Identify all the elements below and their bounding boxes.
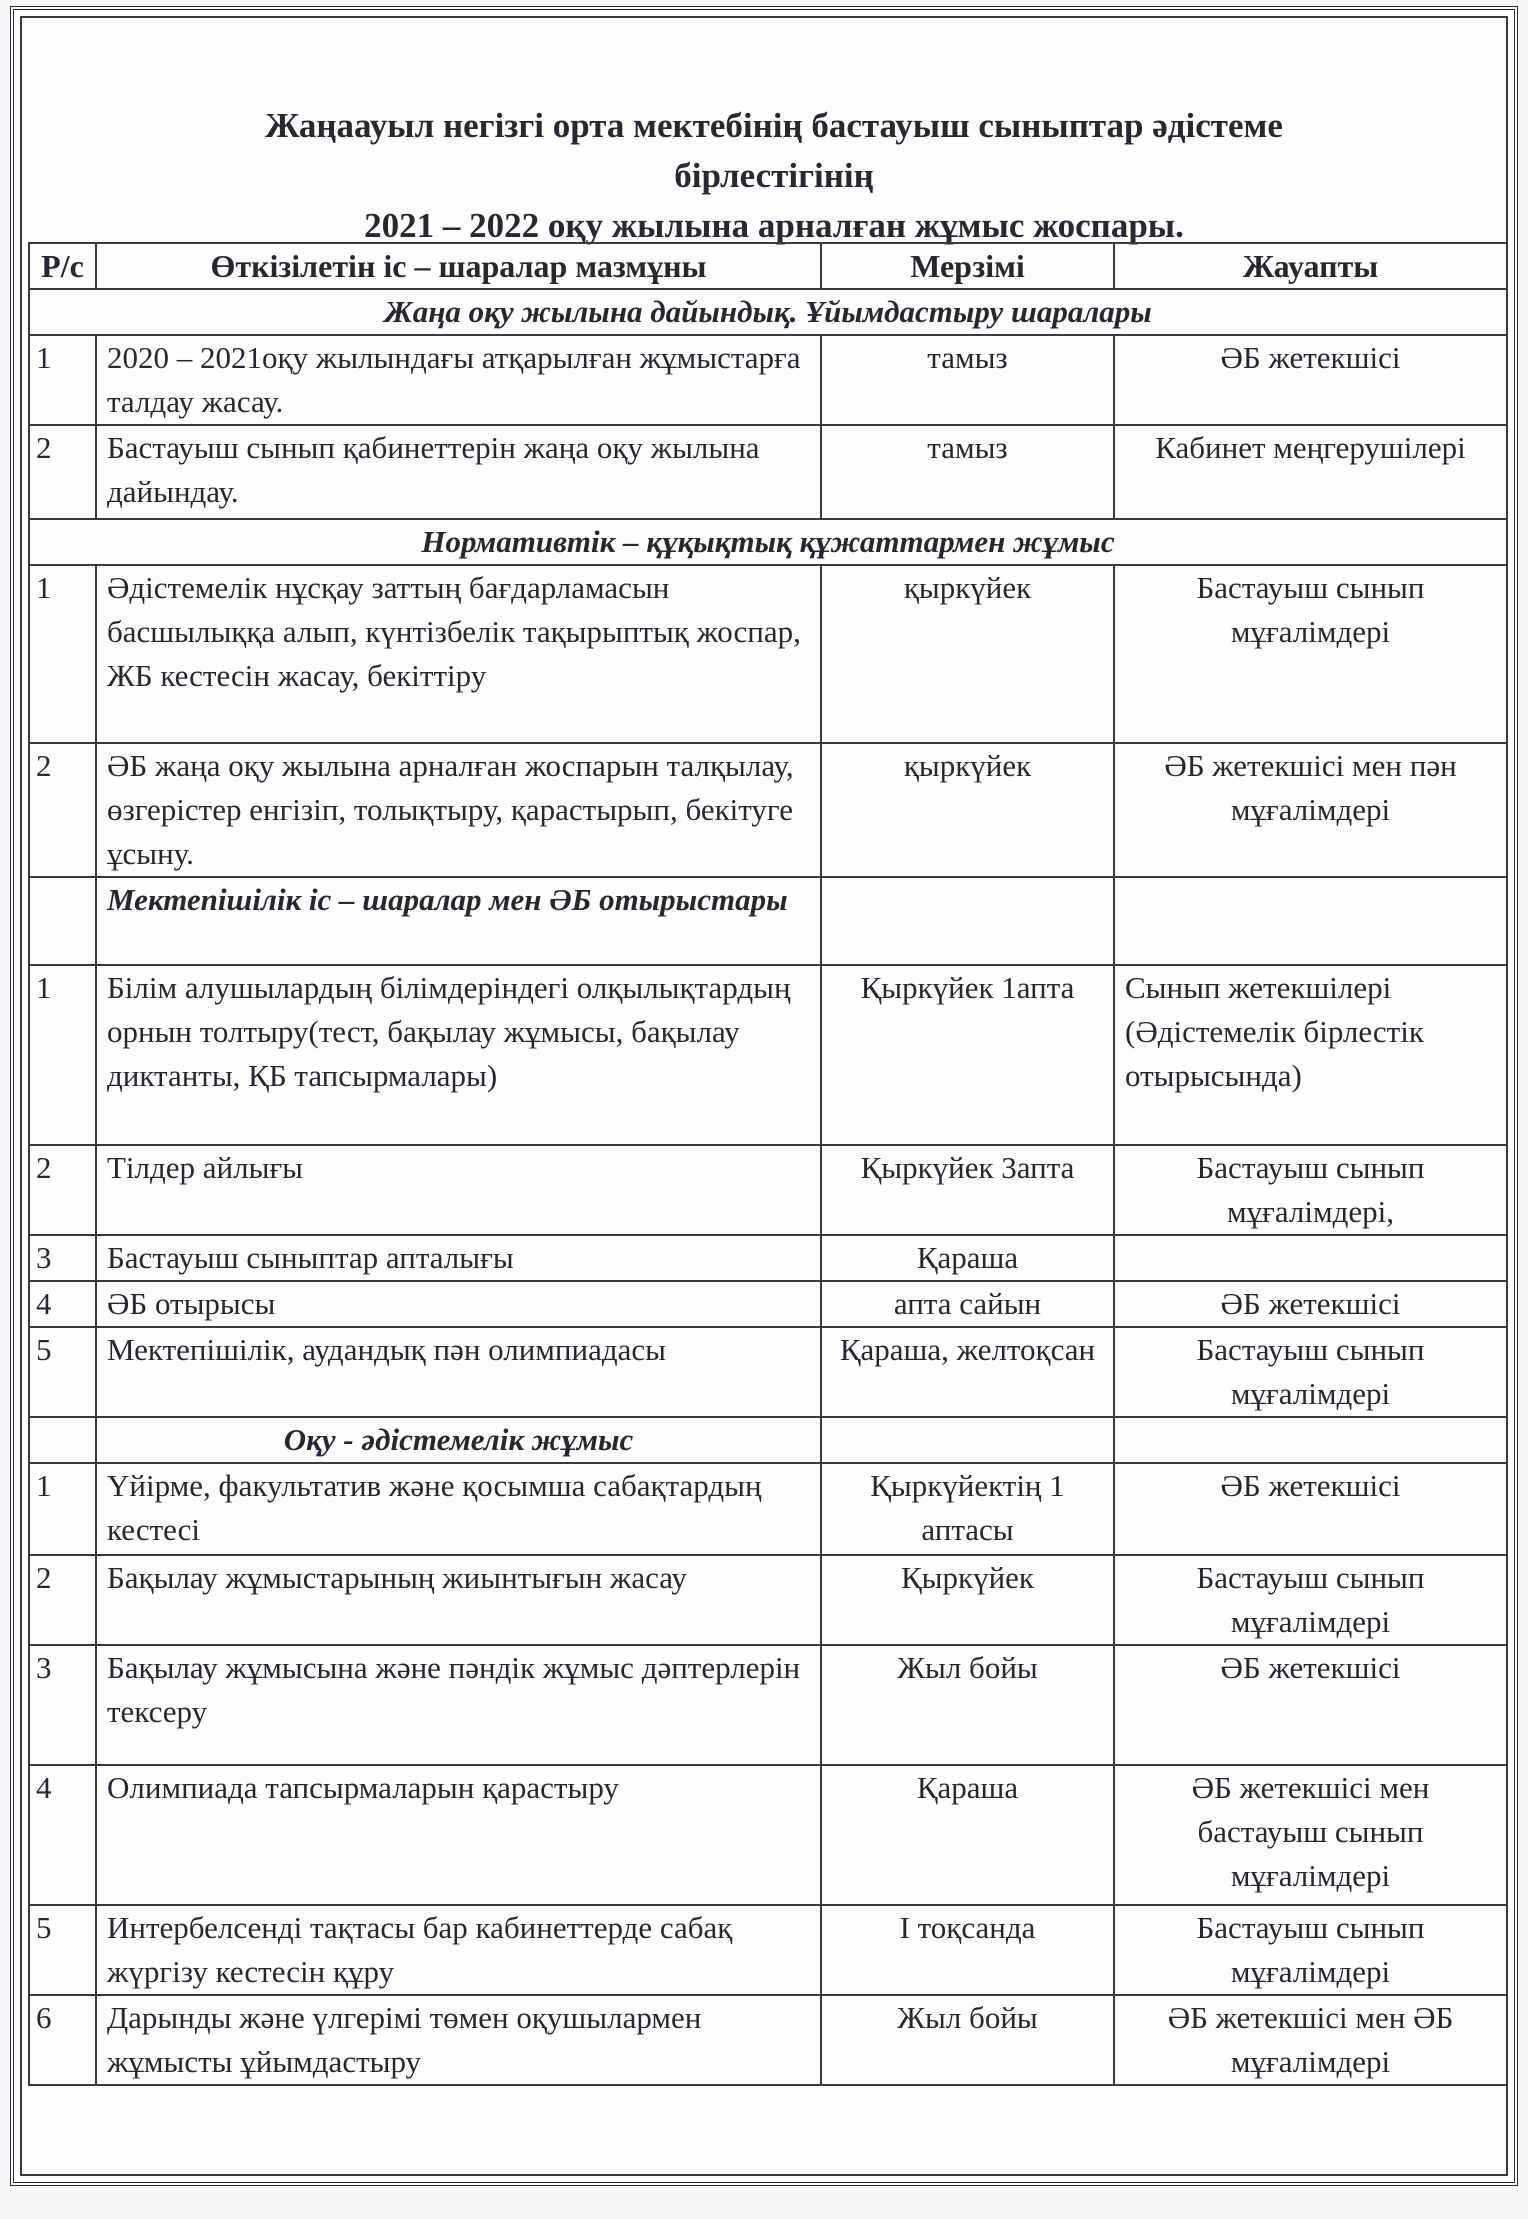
table-row: [29, 743, 1507, 877]
row-responsible: ӘБ жетекшісі: [1114, 1463, 1507, 1555]
row-number: 1: [29, 965, 96, 1145]
row-content: Бақылау жұмыстарының жиынтығын жасау: [96, 1555, 821, 1645]
section-number-cell: [29, 877, 96, 965]
row-responsible: Кабинет меңгерушілері: [1114, 425, 1507, 519]
table-row: [29, 1645, 1507, 1765]
document-page: [10, 6, 1518, 2186]
section-title: Нормативтік – құқықтық құжаттармен жұмыс: [29, 519, 1507, 565]
row-content: Білім алушылардың білімдеріндегі олқылықтардың орнын толтыру(тест, бақылау жұмысы, бақылау диктанты, ҚБ тапсырмалары): [96, 965, 821, 1145]
row-content: Олимпиада тапсырмаларын қарастыру: [96, 1765, 821, 1905]
row-date: тамыз: [821, 425, 1114, 519]
row-responsible: Сынып жетекшілері (Әдістемелік бірлестік отырысында): [1114, 965, 1507, 1145]
row-date: Қыркүйек 3апта: [821, 1145, 1114, 1235]
row-content: Дарынды және үлгерімі төмен оқушылармен жұмысты ұйымдастыру: [96, 1995, 821, 2085]
table-row: [29, 1765, 1507, 1905]
row-content: Интербелсенді тақтасы бар кабинеттерде сабақ жүргізу кестесін құру: [96, 1905, 821, 1995]
table-row: [29, 1327, 1507, 1417]
table-row: [29, 425, 1507, 519]
row-number: 2: [29, 1145, 96, 1235]
row-content: ӘБ отырысы: [96, 1281, 821, 1327]
row-date: қыркүйек: [821, 565, 1114, 743]
row-responsible: ӘБ жетекшісі: [1114, 1281, 1507, 1327]
row-number: 1: [29, 335, 96, 425]
row-number: 3: [29, 1645, 96, 1765]
row-number: 6: [29, 1995, 96, 2085]
document-title-line2: бірлестігінің: [674, 156, 874, 195]
table-row: [29, 1905, 1507, 1995]
row-number: 1: [29, 1463, 96, 1555]
document-title-line1: Жаңаауыл негізгі орта мектебінің бастауыш сыныптар әдістеме: [265, 106, 1283, 145]
row-number: 1: [29, 565, 96, 743]
table-row: [29, 1281, 1507, 1327]
row-number: 4: [29, 1765, 96, 1905]
row-number: 5: [29, 1905, 96, 1995]
section-title: Жаңа оқу жылына дайындық. Ұйымдастыру шаралары: [29, 289, 1507, 335]
section-title: Мектепішілік іс – шаралар мен ӘБ отырыстары: [96, 877, 821, 965]
row-date: Қыркүйек 1апта: [821, 965, 1114, 1145]
row-number: 2: [29, 743, 96, 877]
table-row: [29, 1235, 1507, 1281]
row-date: қыркүйек: [821, 743, 1114, 877]
row-content: Бастауыш сыныптар апталығы: [96, 1235, 821, 1281]
row-responsible: Бастауыш сынып мұғалімдері,: [1114, 1145, 1507, 1235]
row-number: 5: [29, 1327, 96, 1417]
row-content: 2020 – 2021оқу жылындағы атқарылған жұмыстарға талдау жасау.: [96, 335, 821, 425]
work-plan-table: [28, 242, 1508, 2086]
row-date: Жыл бойы: [821, 1645, 1114, 1765]
table-row: [29, 1145, 1507, 1235]
section-row: [29, 289, 1507, 335]
table-row: [29, 565, 1507, 743]
row-date: Қыркүйек: [821, 1555, 1114, 1645]
row-responsible: ӘБ жетекшісі мен бастауыш сынып мұғалімдері: [1114, 1765, 1507, 1905]
row-number: 3: [29, 1235, 96, 1281]
row-number: 2: [29, 1555, 96, 1645]
section-row: [29, 1417, 1507, 1463]
row-responsible: ӘБ жетекшісі мен ӘБ мұғалімдері: [1114, 1995, 1507, 2085]
row-date: Қыркүйектің 1 аптасы: [821, 1463, 1114, 1555]
table-row: [29, 335, 1507, 425]
header-number: Р/с: [29, 243, 96, 289]
header-content: Өткізілетін іс – шаралар мазмұны: [96, 243, 821, 289]
empty-cell: [821, 877, 1114, 965]
row-content: Бастауыш сынып қабинеттерін жаңа оқу жылына дайындау.: [96, 425, 821, 519]
section-row: [29, 877, 1507, 965]
table-row: [29, 965, 1507, 1145]
row-content: Әдістемелік нұсқау заттың бағдарламасын басшылыққа алып, күнтізбелік тақырыптық жоспар, ЖБ кестесін жасау, бекіттіру: [96, 565, 821, 743]
row-responsible: Бастауыш сынып мұғалімдері: [1114, 565, 1507, 743]
empty-cell: [821, 1417, 1114, 1463]
row-responsible: [1114, 1235, 1507, 1281]
row-responsible: ӘБ жетекшісі мен пән мұғалімдері: [1114, 743, 1507, 877]
header-date: Мерзімі: [821, 243, 1114, 289]
table-row: [29, 1555, 1507, 1645]
header-responsible: Жауапты: [1114, 243, 1507, 289]
row-content: Тілдер айлығы: [96, 1145, 821, 1235]
row-date: Қараша: [821, 1765, 1114, 1905]
section-row: [29, 519, 1507, 565]
row-date: Жыл бойы: [821, 1995, 1114, 2085]
table-row: [29, 1463, 1507, 1555]
row-date: Қараша, желтоқсан: [821, 1327, 1114, 1417]
row-date: І тоқсанда: [821, 1905, 1114, 1995]
row-responsible: Бастауыш сынып мұғалімдері: [1114, 1555, 1507, 1645]
row-date: Қараша: [821, 1235, 1114, 1281]
row-date: апта сайын: [821, 1281, 1114, 1327]
row-responsible: Бастауыш сынып мұғалімдері: [1114, 1327, 1507, 1417]
row-responsible: ӘБ жетекшісі: [1114, 335, 1507, 425]
row-content: ӘБ жаңа оқу жылына арналған жоспарын талқылау, өзгерістер енгізіп, толықтыру, қарастырып, бекітуге ұсыну.: [96, 743, 821, 877]
row-content: Бақылау жұмысына және пәндік жұмыс дәптерлерін тексеру: [96, 1645, 821, 1765]
section-title: Оқу - әдістемелік жұмыс: [96, 1417, 821, 1463]
row-number: 2: [29, 425, 96, 519]
section-number-cell: [29, 1417, 96, 1463]
row-date: тамыз: [821, 335, 1114, 425]
table-row: [29, 1995, 1507, 2085]
document-title-line3: 2021 – 2022 оқу жылына арналған жұмыс жоспары.: [364, 206, 1184, 245]
row-responsible: Бастауыш сынып мұғалімдері: [1114, 1905, 1507, 1995]
row-content: Мектепішілік, аудандық пән олимпиадасы: [96, 1327, 821, 1417]
empty-cell: [1114, 1417, 1507, 1463]
row-responsible: ӘБ жетекшісі: [1114, 1645, 1507, 1765]
row-number: 4: [29, 1281, 96, 1327]
table-header-row: [29, 243, 1507, 289]
row-content: Үйірме, факультатив және қосымша сабақтардың кестесі: [96, 1463, 821, 1555]
empty-cell: [1114, 877, 1507, 965]
